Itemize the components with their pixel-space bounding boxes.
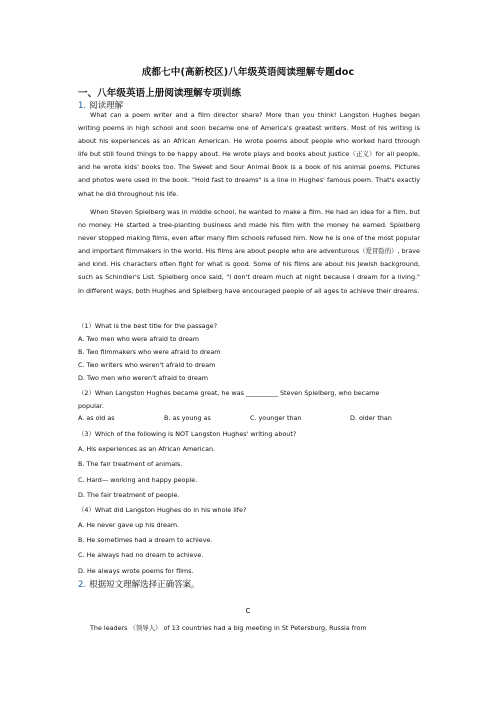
question-4-prompt: （4）What did Langston Hughes do in his whole life? xyxy=(78,506,247,514)
q4-option-d: D. He always wrote poems for films. xyxy=(78,567,194,575)
q2-option-d: D. older than xyxy=(350,414,392,422)
q4-option-b: B. He sometimes had a dream to achieve. xyxy=(78,536,213,544)
q2-option-a: A. as old as xyxy=(78,414,115,422)
q1-option-d: D. Two men who weren't afraid to dream xyxy=(78,374,209,382)
q3-option-d: D. The fair treatment of people. xyxy=(78,491,180,499)
q2-option-b: B. as young as xyxy=(164,414,211,422)
question-1-number: 1. xyxy=(78,101,87,111)
question-3-prompt: （3）Which of the following is NOT Langston Hughes' writing about? xyxy=(78,430,297,438)
q2-options-row xyxy=(78,414,420,422)
question-1-label: 阅读理解 xyxy=(89,101,124,111)
q1-option-c: C. Two writers who weren't afraid to dream xyxy=(78,361,216,369)
question-2-prompt-cont: popular. xyxy=(78,402,104,410)
passage-letter: C xyxy=(245,607,251,615)
q1-option-a: A. Two men who were afraid to dream xyxy=(78,335,200,343)
question-1-prompt: （1）What is the best title for the passage? xyxy=(78,322,217,330)
question-2-number: 2. xyxy=(78,580,87,590)
q2-option-c: C. younger than xyxy=(250,414,302,422)
section-heading: 一、八年级英语上册阅读理解专项训练 xyxy=(78,88,242,99)
q3-option-c: C. Hard— working and happy people. xyxy=(78,476,198,484)
passage-paragraph-2: When Steven Spielberg was in middle school, he wanted to make a film. He had an idea for a film, but no money. He started a tree-planting business and made his film with the money he earned. Spielberg never stopped making films, even after many film schools refused him. Now he is one of the most popular and important filmmakers in the world. His films are about people who are adventurous（爱冒险的）, brave and kind. His characters often fight for what is good. Some of his films are about his Jewish background, such as Schindler's List. Spielberg once said, "I don't dream much at night because I dream for a living." In different ways, both Hughes and Spielberg have encouraged people of all ages to achieve their dreams. xyxy=(78,208,420,295)
q4-option-a: A. He never gave up his dream. xyxy=(78,521,180,529)
question-2-prompt: （2）When Langston Hughes became great, he was __________ Steven Spielberg, who became xyxy=(78,389,380,397)
document-title: 成都七中(高新校区)八年级英语阅读理解专题doc xyxy=(141,67,355,78)
passage-paragraph-3: The leaders （领导人） of 13 countries had a big meeting in St Petersburg, Russia from xyxy=(90,624,367,632)
q3-option-a: A. His experiences as an African American. xyxy=(78,445,216,453)
question-2-heading xyxy=(78,578,200,590)
q3-option-b: B. The fair treatment of animals. xyxy=(78,460,183,468)
passage-paragraph-1: What can a poem writer and a film director share? More than you think! Langston Hughes began writing poems in high school and soon became one of America's greatest writers. Most of his writing is about his experiences as an African American. He wrote poems about people who worked hard through life but still found things to be happy about. He wrote plays and books about justice（正义）for all people, and he wrote kids' books too. The Sweet and Sour Animal Book is a book of his animal poems. Pictures and photos were used in the book. "Hold fast to dreams" is a line in Hughes' famous poem. That's exactly what he did throughout his life. xyxy=(78,111,420,198)
q4-option-c: C. He always had no dream to achieve. xyxy=(78,551,204,559)
q1-option-b: B. Two filmmakers who were afraid to dream xyxy=(78,348,221,356)
question-2-label: 根据短文理解选择正确答案。 xyxy=(89,580,200,590)
